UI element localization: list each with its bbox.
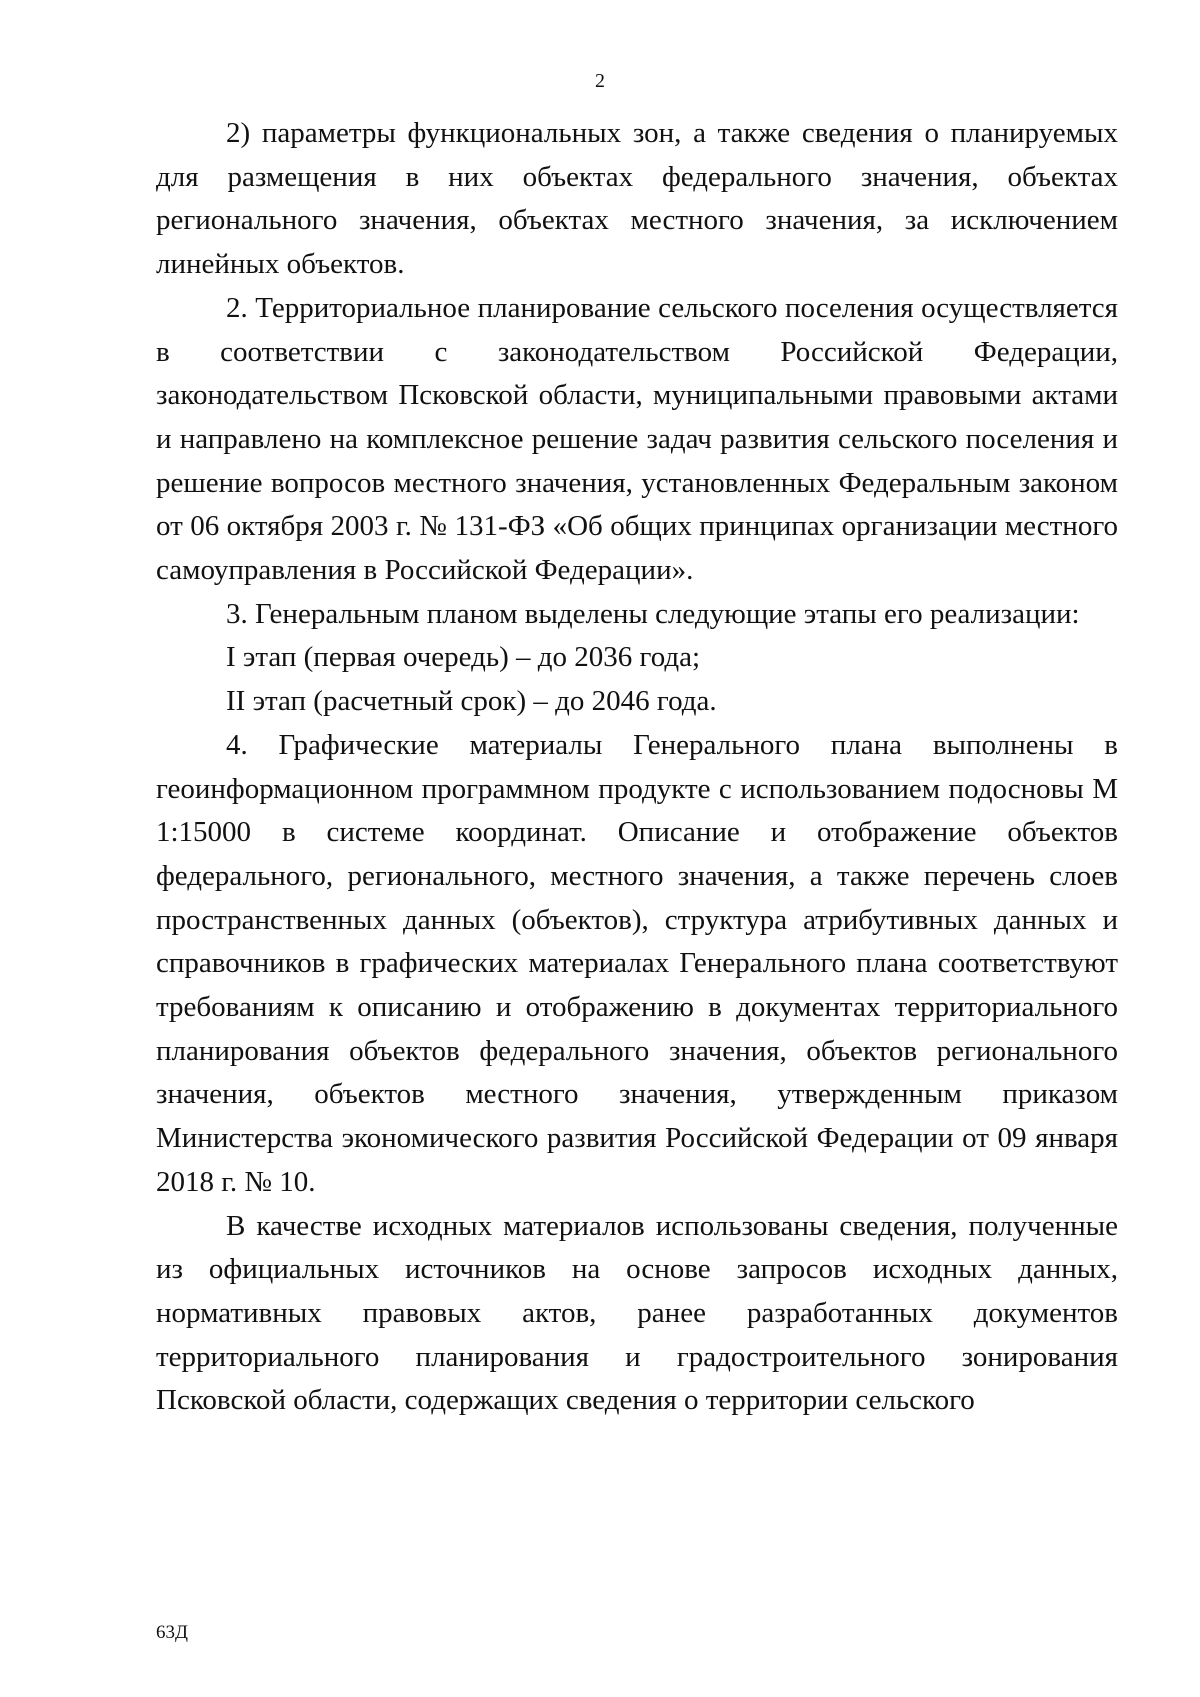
document-body (156, 112, 1118, 1423)
page-number: 2 (595, 70, 605, 92)
paragraph-territorial-planning: 2. Территориальное планирование сельского поселения осуществляется в соответствии с законодательством Российской Федерации, законодательством Псковской области, муниципальными правовыми актами и направлено на комплексное решение задач развития сельского поселения и решение вопросов местного значения, установленных Федеральным законом от 06 октября 2003 г. № 131-ФЗ «Об общих принципах организации местного самоуправления в Российской Федерации». (156, 291, 1118, 587)
paragraph-graphic-materials: 4. Графические материалы Генерального плана выполнены в геоинформационном программном продукте с использованием подосновы М 1:15000 в системе координат. Описание и отображение объектов федерального, регионального, местного значения, а также перечень слоев пространственных данных (объектов), структура атрибутивных данных и справочников в графических материалах Генерального плана соответствуют требованиям к описанию и отображению в документах территориального планирования объектов федерального значения, объектов регионального значения, объектов местного значения, утвержденным приказом Министерства экономического развития Российской Федерации от 09 января 2018 г. № 10. (156, 728, 1118, 1198)
paragraph-source-materials: В качестве исходных материалов использованы сведения, полученные из официальных источников на основе запросов исходных данных, нормативных правовых актов, ранее разработанных документов территориального планирования и градостроительного зонирования Псковской области, содержащих сведения о территории сельского (156, 1209, 1118, 1417)
footer-code: 63Д (156, 1622, 188, 1643)
paragraph-stage-one: I этап (первая очередь) – до 2036 года; (226, 641, 701, 674)
paragraph-params: 2) параметры функциональных зон, а также сведения о планируемых для размещения в них объектах федерального значения, объектах регионального значения, объектах местного значения, за исключением линейных объектов. (156, 117, 1118, 281)
paragraph-stages: 3. Генеральным планом выделены следующие этапы его реализации: (226, 597, 1080, 630)
paragraph-stage-two: II этап (расчетный срок) – до 2046 года. (226, 685, 717, 718)
